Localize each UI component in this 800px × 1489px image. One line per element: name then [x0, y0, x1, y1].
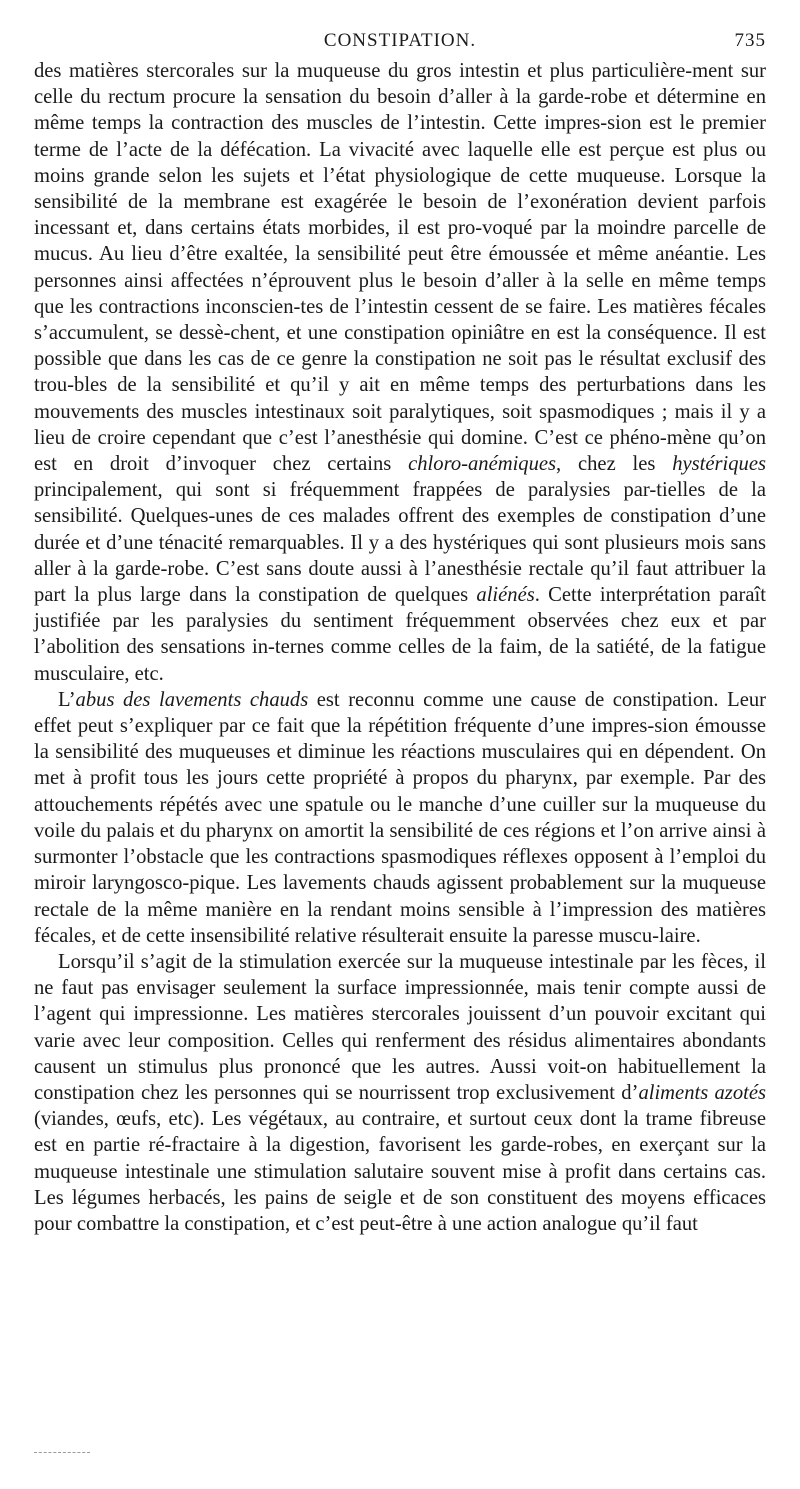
text-run: est reconnu comme une cause de constipation. Leur effet peut s’expliquer par ce fait que la répétition fréquente d’une impres-sion émousse la sensibilité des muqueuses et diminue les réactions musculaires qui en dépendent. On met à profit tous les jours cette propriété à propos du pharynx, par exemple. Par des attouchements répétés avec une spatule ou le manche d’une cuiller sur la muqueuse du voile du palais et du pharynx on amortit la sensibilité de ces régions et l’on arrive ainsi à surmonter l’obstacle que les contractions spasmodiques réflexes opposent à l’emploi du miroir laryngosco-pique. Les lavements chauds agissent probablement sur la muqueuse rectale de la même manière en la rendant moins sensible à l’impression des matières fécales, et de cette insensibilité relative résulterait ensuite la paresse muscu-laire.: [34, 688, 766, 947]
italic-term: aliénés: [476, 584, 535, 607]
text-run: , chez les: [556, 453, 673, 476]
text-run: des matières stercorales sur la muqueuse du gros intestin et plus particulière-ment sur celle du rectum procure la sensation du besoin d’aller à la garde-robe et détermine en même temps la contraction des muscles de l’intestin. Cette impres-sion est le premier terme de l’acte de la défécation. La vivacité avec laquelle elle est perçue est plus ou moins grande selon les sujets et l’état physiologique de cette muqueuse. Lorsque la sensibilité de la membrane est exagérée le besoin de l’exonération devient parfois incessant et, dans certains états morbides, il est pro-voqué par la moindre parcelle de mucus. Au lieu d’être exaltée, la sensibilité peut être émoussée et même anéantie. Les personnes ainsi affectées n’éprouvent plus le besoin d’aller à la selle en même temps que les contractions inconscien-tes de l’intestin cessent de se faire. Les matières fécales s’accumulent, se dessè-chent, et une constipation opiniâtre en est la conséquence. Il est possible que dans les cas de ce genre la constipation ne soit pas le résultat exclusif des trou-bles de la sensibilité et qu’il y ait en même temps des perturbations dans les mouvements des muscles intestinaux soit paralytiques, soit spasmodiques ; mais il y a lieu de croire cependant que c’est l’anesthésie qui domine. C’est ce phéno-mène qu’on est en droit d’invoquer chez certains: [34, 60, 766, 476]
page-number: 735: [734, 30, 766, 51]
running-title: CONSTIPATION.: [323, 30, 477, 51]
italic-term: chloro-anémiques: [408, 453, 557, 476]
paragraph: [34, 58, 766, 687]
footer-rule: [34, 1452, 90, 1453]
paragraph: [34, 687, 766, 949]
text-run: (viandes, œufs, etc). Les végétaux, au contraire, et surtout ceux dont la trame fibreuse est en partie ré-fractaire à la digestion, favorisent les garde-robes, en exerçant sur la muqueuse intestinale une stimulation salutaire souvent mise à profit dans certains cas. Les légumes herbacés, les pains de seigle et de son constituent des moyens efficaces pour combattre la constipation, et c’est peut-être à une action analogue qu’il faut: [34, 1108, 766, 1235]
text-run: Lorsqu’il s’agit de la stimulation exercée sur la muqueuse intestinale par les fèces, il ne faut pas envisager seulement la surface impressionnée, mais tenir compte aussi de l’agent qui impressionne. Les matières stercorales jouissent d’un pouvoir excitant qui varie avec leur composition. Celles qui renferment des résidus alimentaires abondants causent un stimulus plus prononcé que les autres. Aussi voit-on habituellement la constipation chez les personnes qui se nourrissent trop exclusivement d’: [34, 950, 766, 1104]
text-run: L’: [58, 688, 76, 711]
text-run: principalement, qui sont si fréquemment frappées de paralysies par-tielles de la sensibilité. Quelques-unes de ces malades offrent des exemples de constipation d’une durée et d’une ténacité remarquables. Il y a des hystériques qui sont plusieurs mois sans aller à la garde-robe. C’est sans doute aussi à l’anesthésie rectale qu’il faut attribuer la part la plus large dans la constipation de quelques: [34, 479, 766, 607]
book-page: [34, 28, 766, 1237]
text-run: . Cette interprétation paraît justifiée par les paralysies du sentiment fréquemment observées chez eux et par l’abolition des sensations in-ternes comme celles de la faim, de la satiété, de la fatigue musculaire, etc.: [34, 584, 766, 685]
italic-term: abus des lavements chauds: [75, 688, 309, 711]
body-text: [34, 58, 766, 1237]
paragraph: [34, 949, 766, 1237]
italic-term: hystériques: [672, 453, 766, 476]
italic-term: aliments azotés: [638, 1081, 766, 1104]
running-head: [34, 28, 766, 58]
